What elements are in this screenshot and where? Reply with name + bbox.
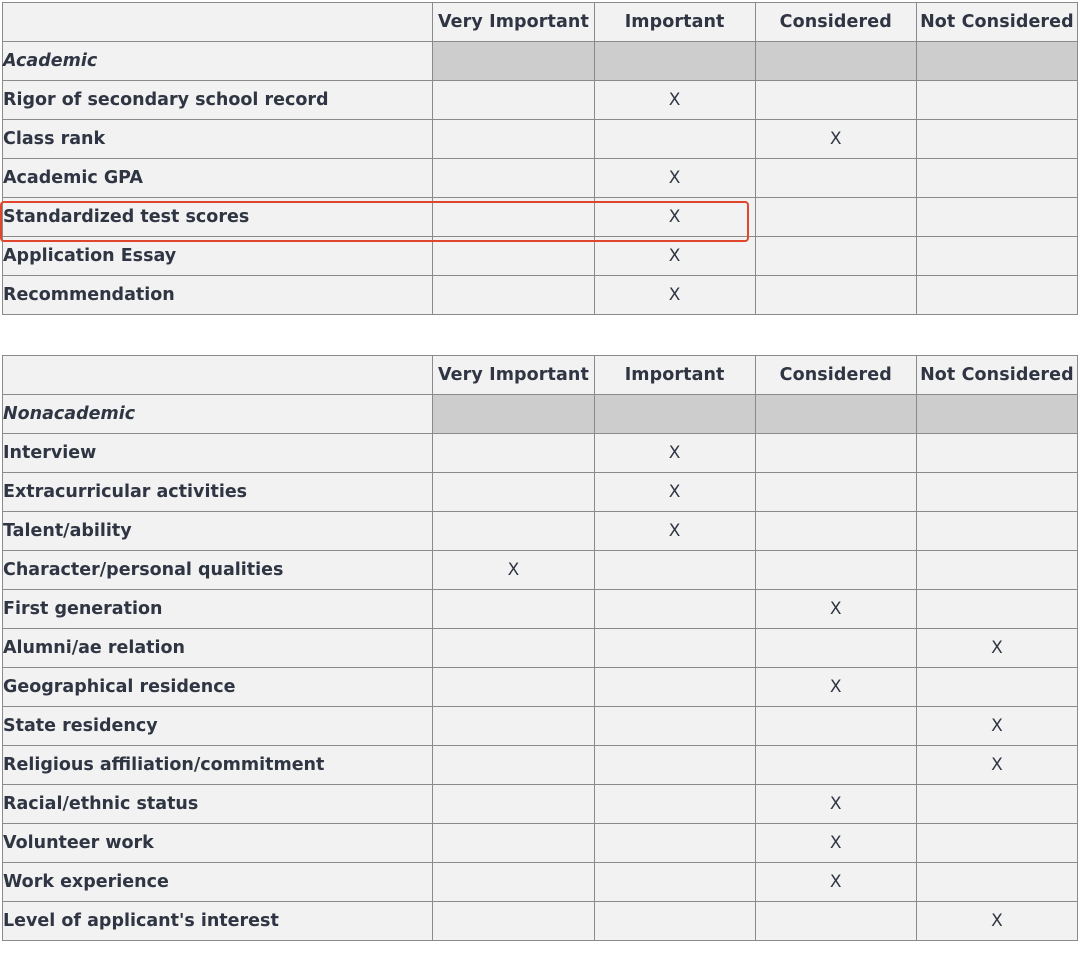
empty-cell — [916, 198, 1077, 237]
header-very-important: Very Important — [433, 356, 594, 395]
empty-cell — [755, 512, 916, 551]
empty-cell — [433, 707, 594, 746]
nonacademic-factors-table — [2, 355, 1078, 941]
empty-cell — [594, 824, 755, 863]
row-label: State residency — [3, 707, 433, 746]
table-row — [3, 120, 1078, 159]
empty-cell — [916, 863, 1077, 902]
header-considered: Considered — [755, 3, 916, 42]
mark-cell: X — [594, 159, 755, 198]
row-label: Work experience — [3, 863, 433, 902]
table-row — [3, 276, 1078, 315]
table-row — [3, 237, 1078, 276]
empty-cell — [594, 629, 755, 668]
empty-cell — [433, 120, 594, 159]
empty-cell — [755, 198, 916, 237]
header-blank-cell — [3, 3, 433, 42]
empty-cell — [755, 707, 916, 746]
mark-cell: X — [594, 473, 755, 512]
row-label: Recommendation — [3, 276, 433, 315]
shaded-cell — [594, 395, 755, 434]
row-label: Application Essay — [3, 237, 433, 276]
mark-cell: X — [916, 707, 1077, 746]
mark-cell: X — [594, 237, 755, 276]
empty-cell — [433, 473, 594, 512]
header-not-considered: Not Considered — [916, 356, 1077, 395]
empty-cell — [594, 746, 755, 785]
empty-cell — [594, 863, 755, 902]
shaded-cell — [594, 42, 755, 81]
empty-cell — [594, 902, 755, 941]
empty-cell — [594, 785, 755, 824]
table-row — [3, 863, 1078, 902]
empty-cell — [916, 590, 1077, 629]
empty-cell — [433, 512, 594, 551]
table-row — [3, 473, 1078, 512]
shaded-cell — [755, 395, 916, 434]
header-considered: Considered — [755, 356, 916, 395]
academic-factors-table — [2, 2, 1078, 315]
row-label: Extracurricular activities — [3, 473, 433, 512]
empty-cell — [594, 668, 755, 707]
nonacademic-table-body — [3, 395, 1078, 941]
mark-cell: X — [916, 629, 1077, 668]
shaded-cell — [916, 42, 1077, 81]
academic-table-body — [3, 42, 1078, 315]
table-row — [3, 746, 1078, 785]
mark-cell: X — [594, 434, 755, 473]
mark-cell: X — [755, 824, 916, 863]
row-label: Racial/ethnic status — [3, 785, 433, 824]
empty-cell — [433, 198, 594, 237]
mark-cell: X — [755, 120, 916, 159]
mark-cell: X — [755, 668, 916, 707]
shaded-cell — [916, 395, 1077, 434]
empty-cell — [755, 746, 916, 785]
empty-cell — [755, 81, 916, 120]
empty-cell — [755, 237, 916, 276]
header-important: Important — [594, 356, 755, 395]
empty-cell — [916, 824, 1077, 863]
row-label: Volunteer work — [3, 824, 433, 863]
section-row — [3, 395, 1078, 434]
empty-cell — [433, 434, 594, 473]
empty-cell — [916, 120, 1077, 159]
row-label: Talent/ability — [3, 512, 433, 551]
mark-cell: X — [594, 81, 755, 120]
table-row — [3, 668, 1078, 707]
mark-cell: X — [755, 863, 916, 902]
row-label: Class rank — [3, 120, 433, 159]
mark-cell: X — [916, 746, 1077, 785]
empty-cell — [433, 276, 594, 315]
empty-cell — [594, 120, 755, 159]
empty-cell — [433, 863, 594, 902]
section-label-academic: Academic — [3, 42, 433, 81]
empty-cell — [916, 668, 1077, 707]
table-row — [3, 590, 1078, 629]
row-label: Geographical residence — [3, 668, 433, 707]
mark-cell: X — [594, 198, 755, 237]
table-row — [3, 81, 1078, 120]
empty-cell — [755, 629, 916, 668]
header-blank-cell — [3, 356, 433, 395]
row-label: Level of applicant's interest — [3, 902, 433, 941]
empty-cell — [433, 785, 594, 824]
empty-cell — [433, 746, 594, 785]
mark-cell: X — [755, 785, 916, 824]
empty-cell — [916, 237, 1077, 276]
row-label: Character/personal qualities — [3, 551, 433, 590]
empty-cell — [433, 824, 594, 863]
table-row — [3, 198, 1078, 237]
empty-cell — [755, 276, 916, 315]
shaded-cell — [433, 42, 594, 81]
empty-cell — [594, 707, 755, 746]
header-important: Important — [594, 3, 755, 42]
empty-cell — [594, 551, 755, 590]
empty-cell — [755, 473, 916, 512]
mark-cell: X — [916, 902, 1077, 941]
header-row — [3, 3, 1078, 42]
empty-cell — [433, 629, 594, 668]
table-row — [3, 551, 1078, 590]
empty-cell — [916, 276, 1077, 315]
empty-cell — [755, 551, 916, 590]
table-row — [3, 434, 1078, 473]
row-label: Alumni/ae relation — [3, 629, 433, 668]
table-row — [3, 629, 1078, 668]
empty-cell — [433, 590, 594, 629]
empty-cell — [916, 512, 1077, 551]
table-row — [3, 902, 1078, 941]
table-row — [3, 824, 1078, 863]
row-label: Interview — [3, 434, 433, 473]
empty-cell — [916, 434, 1077, 473]
empty-cell — [433, 237, 594, 276]
empty-cell — [916, 551, 1077, 590]
table-row — [3, 707, 1078, 746]
empty-cell — [916, 785, 1077, 824]
empty-cell — [755, 434, 916, 473]
table-row — [3, 512, 1078, 551]
row-label: Academic GPA — [3, 159, 433, 198]
header-row — [3, 356, 1078, 395]
table-row — [3, 159, 1078, 198]
empty-cell — [916, 159, 1077, 198]
empty-cell — [594, 590, 755, 629]
empty-cell — [433, 668, 594, 707]
mark-cell: X — [433, 551, 594, 590]
shaded-cell — [755, 42, 916, 81]
table-row — [3, 785, 1078, 824]
row-label: Rigor of secondary school record — [3, 81, 433, 120]
empty-cell — [433, 159, 594, 198]
section-label-nonacademic: Nonacademic — [3, 395, 433, 434]
header-not-considered: Not Considered — [916, 3, 1077, 42]
mark-cell: X — [594, 276, 755, 315]
empty-cell — [916, 81, 1077, 120]
empty-cell — [916, 473, 1077, 512]
header-very-important: Very Important — [433, 3, 594, 42]
row-label: Standardized test scores — [3, 198, 433, 237]
mark-cell: X — [755, 590, 916, 629]
shaded-cell — [433, 395, 594, 434]
empty-cell — [755, 159, 916, 198]
mark-cell: X — [594, 512, 755, 551]
empty-cell — [433, 902, 594, 941]
empty-cell — [433, 81, 594, 120]
row-label: Religious affiliation/commitment — [3, 746, 433, 785]
empty-cell — [755, 902, 916, 941]
row-label: First generation — [3, 590, 433, 629]
section-row — [3, 42, 1078, 81]
